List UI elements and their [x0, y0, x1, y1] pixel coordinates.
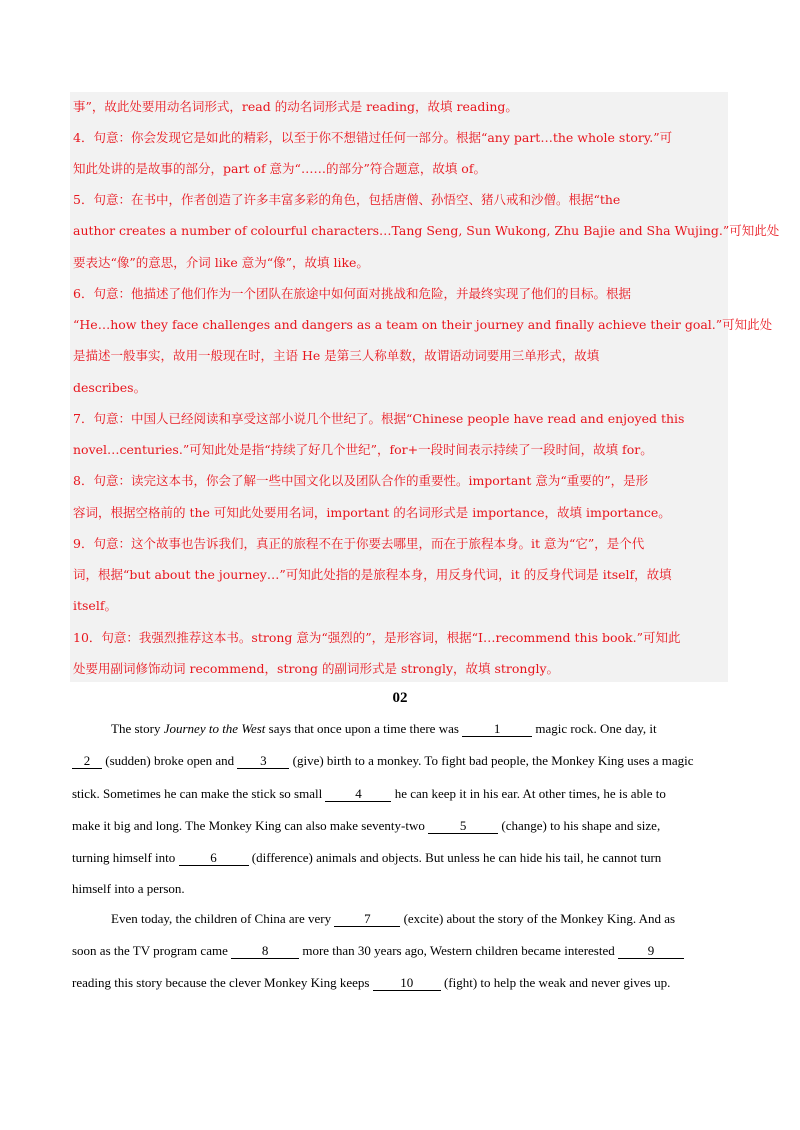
answer-line: 5．句意：在书中，作者创造了许多丰富多彩的角色，包括唐僧、孙悟空、猪八戒和沙僧。根据“the [73, 192, 621, 207]
answer-line: author creates a number of colourful characters…Tang Seng, Sun Wukong, Zhu Bajie and Sha Wujing.”可知此处 [73, 223, 780, 238]
passage-line: turning himself into 6 (difference) animals and objects. But unless he can hide his tail, he cannot turn [72, 850, 662, 865]
answer-line: 容词，根据空格前的 the 可知此处要用名词，important 的名词形式是 importance，故填 importance。 [73, 505, 671, 520]
answer-line: 6．句意：他描述了他们作为一个团队在旅途中如何面对挑战和危险，并最终实现了他们的目标。根据 [73, 286, 631, 301]
answer-line: 8．句意：读完这本书，你会了解一些中国文化以及团队合作的重要性。important 意为“重要的”，是形 [73, 473, 649, 488]
passage-line: himself into a person. [72, 881, 185, 896]
answer-line: itself。 [73, 598, 117, 613]
passage-line: soon as the TV program came 8 more than 30 years ago, Western children became interested 9 [72, 943, 684, 959]
answer-line: 事”，故此处要用动名词形式，read 的动名词形式是 reading，故填 reading。 [73, 99, 518, 114]
answer-line: 词，根据“but about the journey…”可知此处指的是旅程本身，用反身代词，it 的反身代词是 itself，故填 [73, 567, 672, 582]
blank-2[interactable]: 2 [72, 753, 102, 769]
passage-line: The story Journey to the West says that once upon a time there was 1 magic rock. One day, it [111, 721, 657, 736]
section-number: 02 [392, 690, 408, 706]
book-title: Journey to the West [163, 721, 266, 736]
blank-9[interactable]: 9 [618, 943, 684, 959]
blank-10[interactable]: 10 [373, 975, 441, 991]
blank-7[interactable]: 7 [334, 911, 400, 927]
blank-8[interactable]: 8 [231, 943, 299, 959]
passage-line: reading this story because the clever Monkey King keeps 10 (fight) to help the weak and never gives up. [72, 975, 671, 990]
answer-line: 是描述一般事实，故用一般现在时，主语 He 是第三人称单数，故谓语动词要用三单形式，故填 [73, 348, 600, 363]
passage-line: 2 (sudden) broke open and 3 (give) birth to a monkey. To fight bad people, the Monkey King uses a magic [72, 753, 694, 769]
blank-6[interactable]: 6 [179, 850, 249, 866]
passage-line: stick. Sometimes he can make the stick so small 4 he can keep it in his ear. At other times, he is able to [72, 786, 666, 801]
passage-line: make it big and long. The Monkey King can also make seventy-two 5 (change) to his shape and size, [72, 818, 661, 833]
blank-4[interactable]: 4 [325, 786, 391, 802]
answer-line: 处要用副词修饰动词 recommend，strong 的副词形式是 strongly，故填 strongly。 [73, 661, 560, 676]
blank-5[interactable]: 5 [428, 818, 498, 834]
answer-line: novel…centuries.”可知此处是指“持续了好几个世纪”，for+一段时间表示持续了一段时间，故填 for。 [73, 442, 653, 457]
answer-line: 要表达“像”的意思，介词 like 意为“像”，故填 like。 [73, 255, 369, 270]
answer-line: 10．句意：我强烈推荐这本书。strong 意为“强烈的”，是形容词，根据“I…recommend this book.”可知此 [73, 630, 681, 645]
answer-explanation-box [70, 92, 728, 682]
blank-3[interactable]: 3 [237, 753, 289, 769]
answer-line: 知此处讲的是故事的部分，part of 意为“……的部分”符合题意，故填 of。 [73, 161, 486, 176]
passage-line: Even today, the children of China are very 7 (excite) about the story of the Monkey King. And as [111, 911, 676, 926]
answer-line: “He…how they face challenges and dangers as a team on their journey and finally achieve their goal.”可知此处 [73, 317, 773, 332]
answer-line: 7．句意：中国人已经阅读和享受这部小说几个世纪了。根据“Chinese people have read and enjoyed this [73, 411, 685, 426]
answer-line: 9．句意：这个故事也告诉我们，真正的旅程不在于你要去哪里，而在于旅程本身。it 意为“它”，是个代 [73, 536, 645, 551]
blank-1[interactable]: 1 [462, 721, 532, 737]
answer-line: describes。 [73, 380, 147, 395]
answer-line: 4．句意：你会发现它是如此的精彩，以至于你不想错过任何一部分。根据“any part…the whole story.”可 [73, 130, 673, 145]
